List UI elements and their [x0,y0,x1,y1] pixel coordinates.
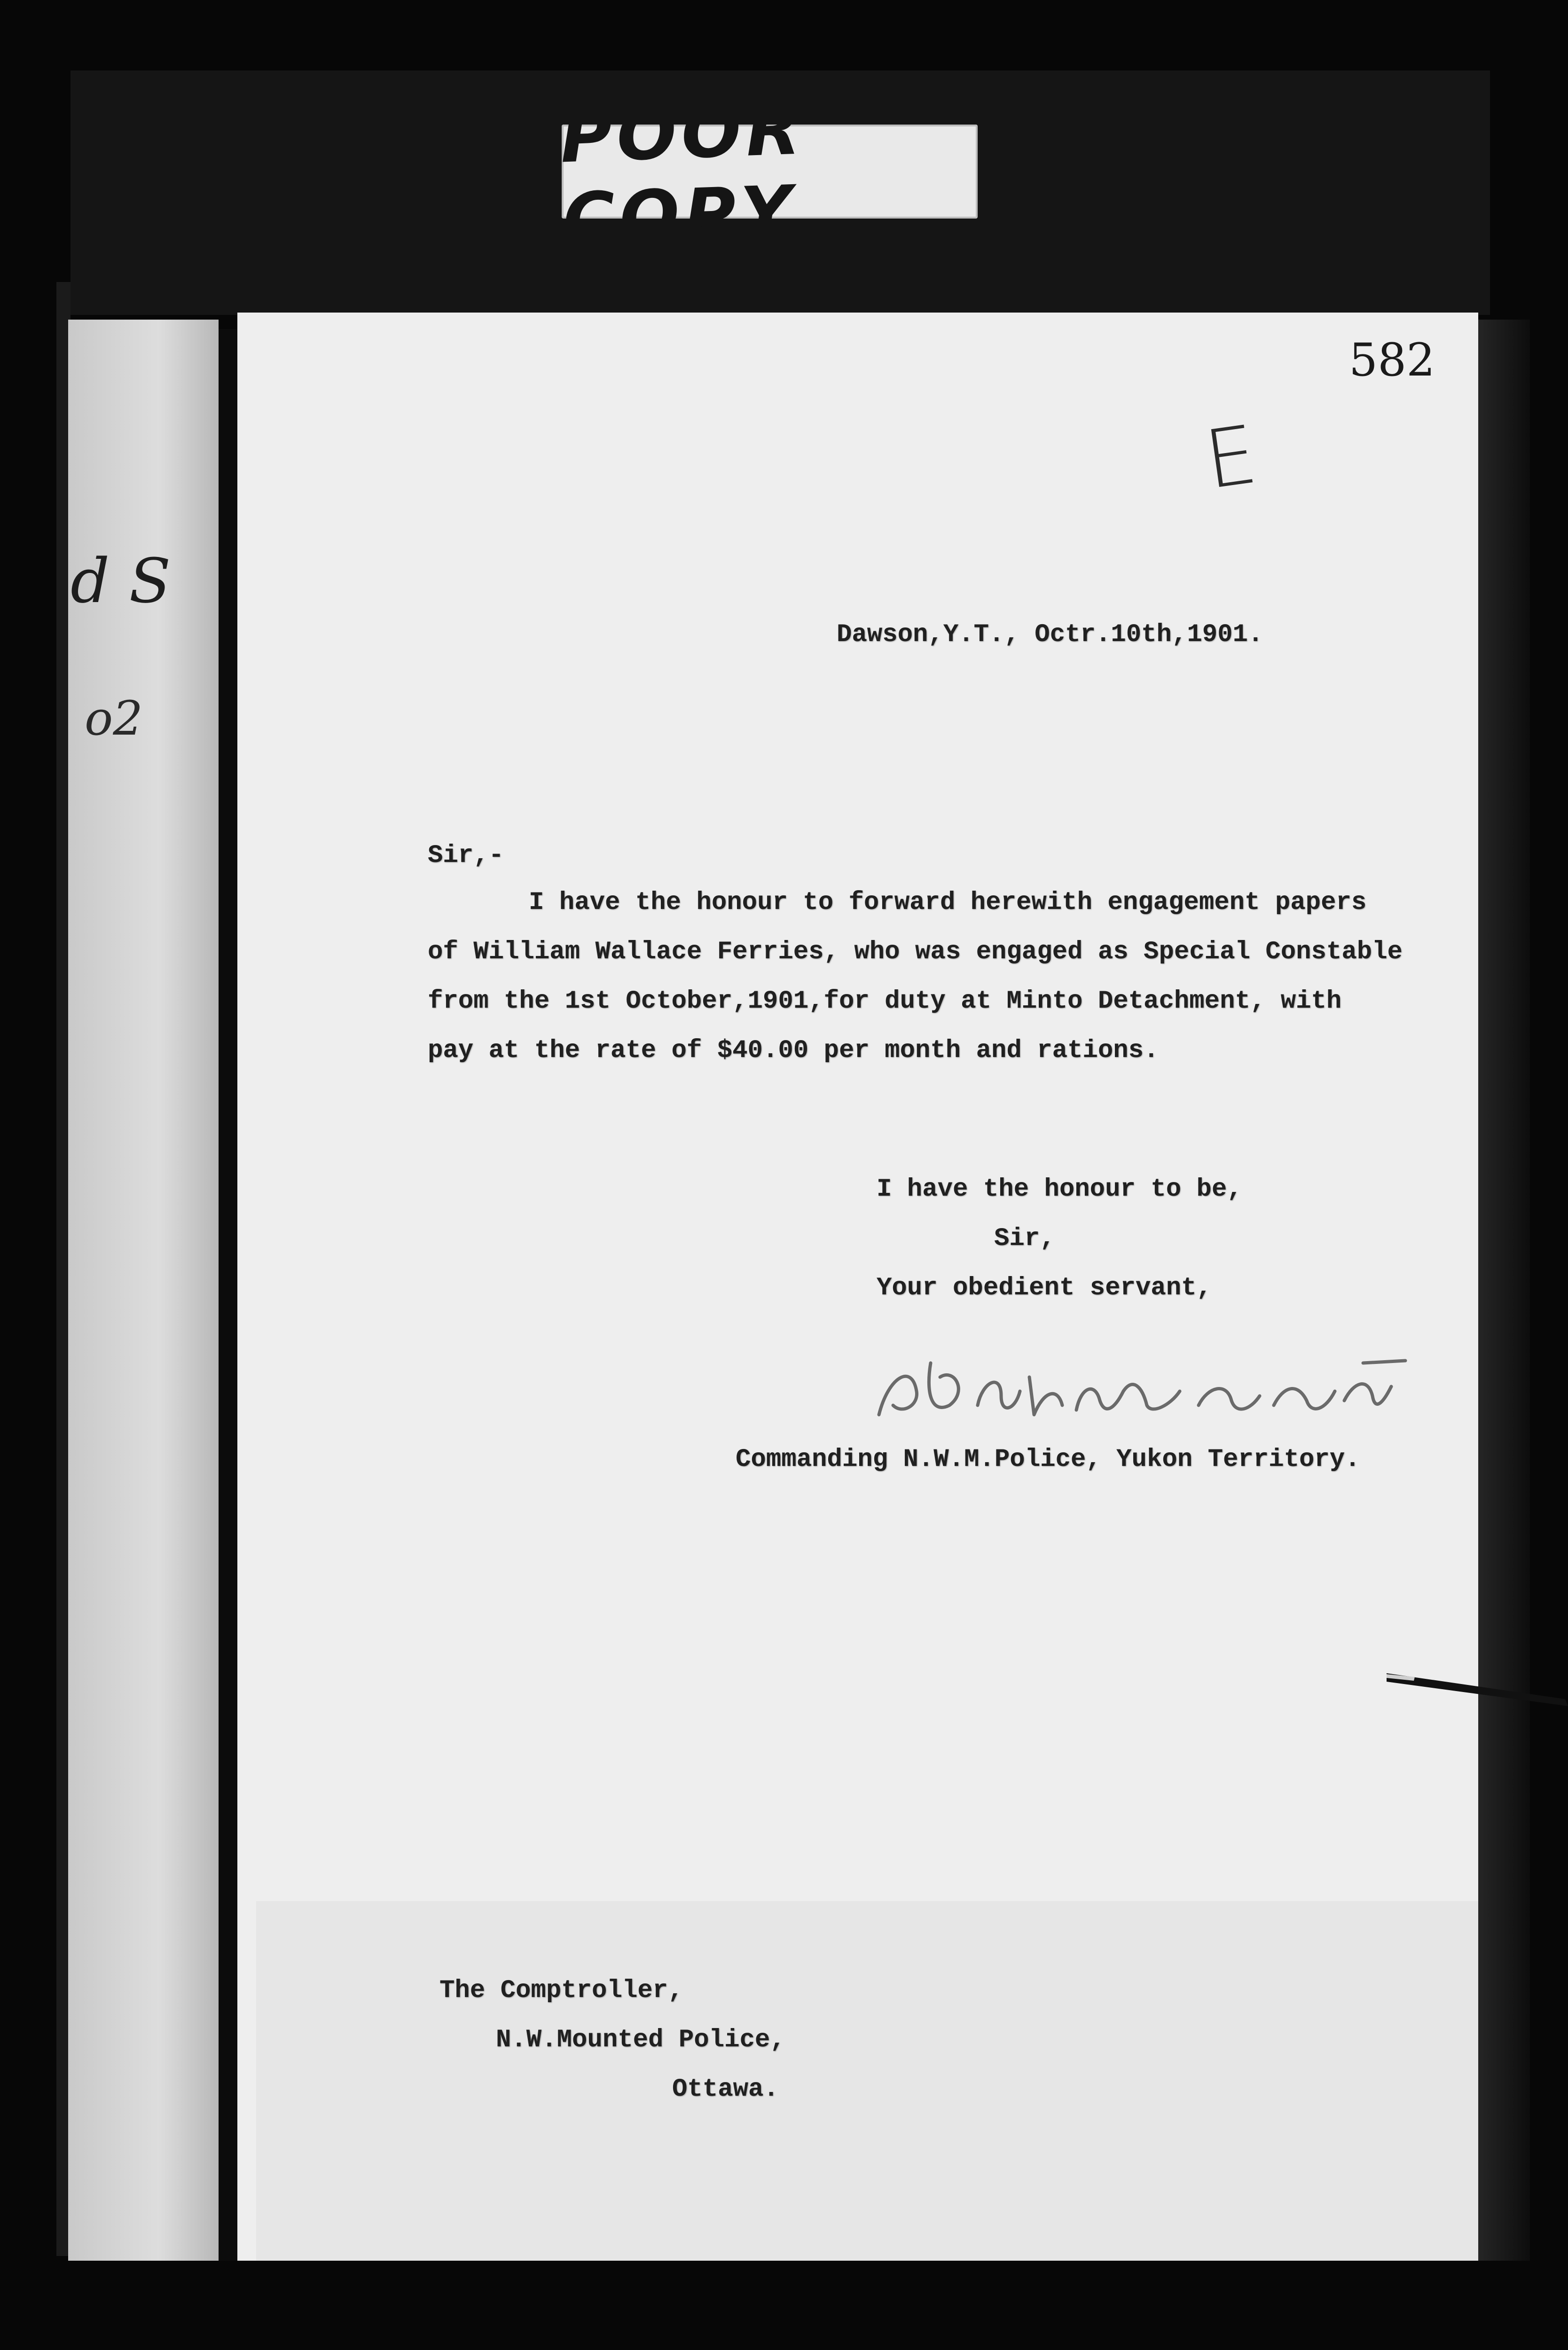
letter-body-line: of William Wallace Ferries, who was engaged as Special Constable [428,938,1403,966]
handwritten-signature [860,1335,1410,1448]
margin-annotation: E [1199,408,1262,508]
page-number: 582 [1349,334,1435,386]
letter-body-line: pay at the rate of $40.00 per month and rations. [428,1036,1159,1065]
recipient-line: The Comptroller, [439,1976,683,2005]
signature-title: Commanding N.W.M.Police, Yukon Territory. [736,1445,1360,1474]
recipient-line: Ottawa. [672,2075,779,2104]
left-page-margin-mark-2: o2 [85,691,143,746]
letter-closing-line: Your obedient servant, [877,1274,1212,1302]
letter-closing-line: I have the honour to be, [877,1175,1242,1204]
pointer-pen-image [1387,1654,1568,1711]
binding-spine [219,329,237,2261]
recipient-line: N.W.Mounted Police, [496,2026,785,2054]
left-page-margin-mark-1: d S [71,545,171,617]
poor-copy-label [559,88,978,261]
letter-closing-line: Sir, [994,1224,1055,1253]
letter-salutation: Sir,- [428,841,504,870]
letter-dateline: Dawson,Y.T., Octr.10th,1901. [837,620,1263,649]
poor-copy-text: POOR COPY. [559,88,818,261]
letter-body-line: from the 1st October,1901,for duty at Minto Detachment, with [428,987,1342,1016]
letter-page-lower-section [256,1901,1478,2261]
letter-body-line: I have the honour to forward herewith engagement papers [529,888,1367,917]
